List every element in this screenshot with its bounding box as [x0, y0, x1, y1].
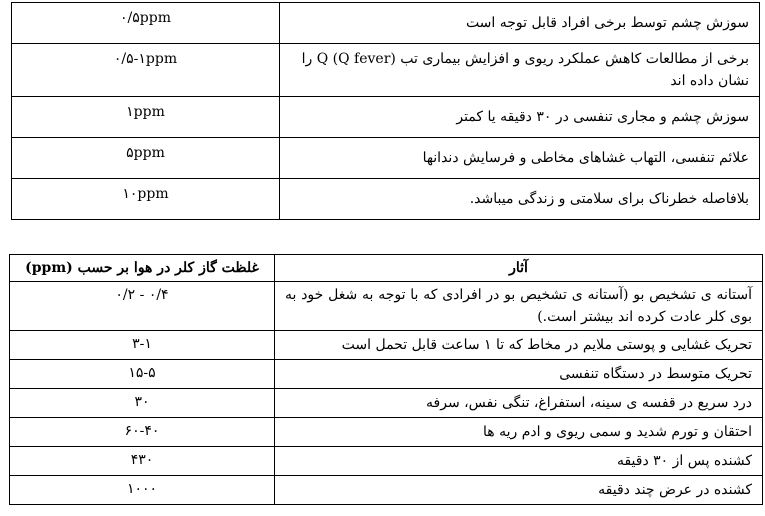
concentration-cell: ۰/۵ppm [12, 3, 280, 44]
table-row [10, 282, 763, 331]
table-body [12, 3, 760, 220]
table-row [12, 3, 760, 44]
table-row [10, 331, 763, 360]
table-row [12, 44, 760, 97]
effect-cell: بلافاصله خطرناک برای سلامتی و زندگی میباشد. [280, 179, 760, 220]
concentration-cell: ۰/۵-۱ppm [12, 44, 280, 97]
effect-cell: علائم تنفسی، التهاب غشاهای مخاطی و فرسایش دندانها [280, 138, 760, 179]
effects-header: آثار [275, 255, 763, 282]
effect-cell: احتقان و تورم شدید و سمی ریوی و ادم ریه ها [275, 418, 763, 447]
chlorine-effects-table [9, 254, 763, 505]
table-body [10, 282, 763, 505]
concentration-cell: ۵ppm [12, 138, 280, 179]
effect-cell: برخی از مطالعات کاهش عملکرد ریوی و افزایش بیماری تب Q (Q fever) را نشان داده اند [280, 44, 760, 97]
concentration-cell: ۱۰ppm [12, 179, 280, 220]
table-row [10, 476, 763, 505]
table-row [10, 360, 763, 389]
effect-cell: آستانه ی تشخیص بو (آستانه ی تشخیص بو در افرادی که با توجه به شغل خود به بوی کلر عادت کرده اند بیشتر است.) [275, 282, 763, 331]
concentration-cell: ۱۰۰۰ [10, 476, 275, 505]
table-row [10, 389, 763, 418]
concentration-cell: ۴۳۰ [10, 447, 275, 476]
effects-table-top [11, 2, 760, 220]
effect-cell: کشنده پس از ۳۰ دقیقه [275, 447, 763, 476]
table-row [10, 447, 763, 476]
concentration-cell: ۱ppm [12, 97, 280, 138]
header-row [10, 255, 763, 282]
table-header [10, 255, 763, 282]
concentration-header: غلظت گاز کلر در هوا بر حسب (ppm) [10, 255, 275, 282]
concentration-cell: ۱۵-۵ [10, 360, 275, 389]
table-row [10, 418, 763, 447]
effect-cell: کشنده در عرض چند دقیقه [275, 476, 763, 505]
effect-cell: تحریک متوسط در دستگاه تنفسی [275, 360, 763, 389]
effect-cell: درد سریع در قفسه ی سینه، استفراغ، تنگی نفس، سرفه [275, 389, 763, 418]
concentration-cell: ۳۰ [10, 389, 275, 418]
table-row [12, 138, 760, 179]
concentration-cell: ۰/۴ - ۰/۲ [10, 282, 275, 331]
concentration-cell: ۶۰-۴۰ [10, 418, 275, 447]
concentration-cell: ۳-۱ [10, 331, 275, 360]
table-row [12, 97, 760, 138]
effect-cell: تحریک غشایی و پوستی ملایم در مخاط که تا ۱ ساعت قابل تحمل است [275, 331, 763, 360]
table-row [12, 179, 760, 220]
effect-cell: سوزش چشم و مجاری تنفسی در ۳۰ دقیقه یا کمتر [280, 97, 760, 138]
effect-cell: سوزش چشم توسط برخی افراد قابل توجه است [280, 3, 760, 44]
